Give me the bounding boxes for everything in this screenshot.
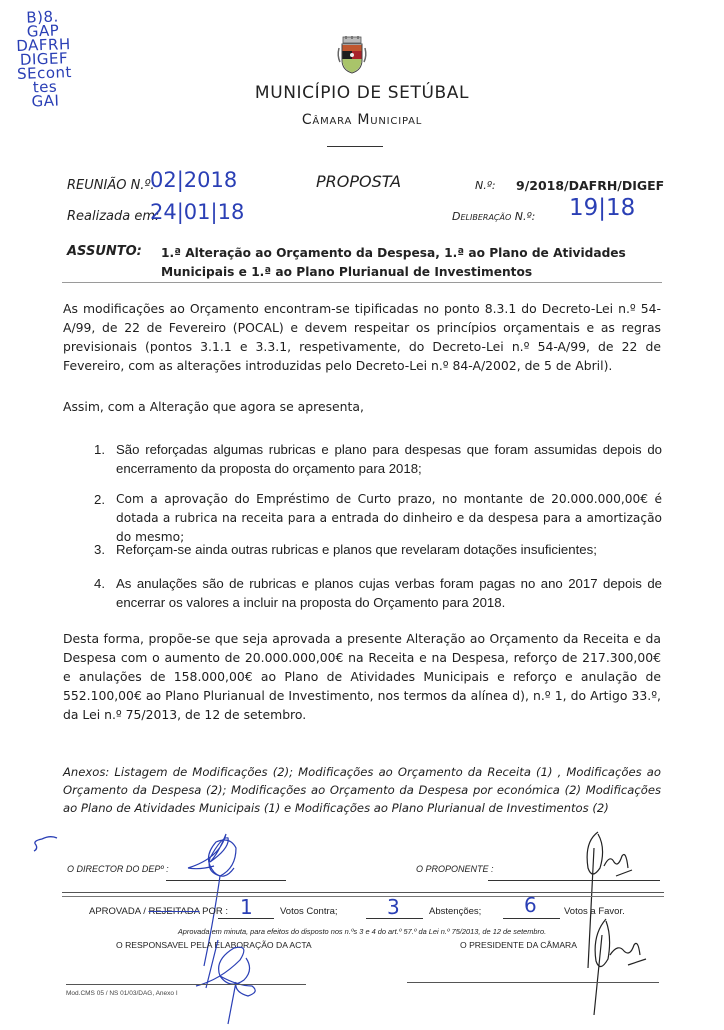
list-item-text: Com a aprovação do Empréstimo de Curto prazo, no montante de 20.000.000,00€ é dotada a rubrica na receita para a entrada do dinheiro e da despesa para a amortização do mesmo;	[116, 492, 662, 544]
reuniao-label: REUNIÃO N.º:	[67, 178, 155, 193]
proposal-number: 9/2018/DAFRH/DIGEF	[516, 178, 665, 193]
votes-against-count: 1	[240, 895, 253, 919]
approved-label: APROVADA /	[89, 906, 149, 917]
approval-status	[89, 906, 228, 917]
routing-line: GAI	[31, 91, 60, 111]
minutes-author-label: O RESPONSAVEL PELA ELABORAÇÃO DA ACTA	[116, 940, 312, 950]
legal-basis-paragraph: As modificações ao Orçamento encontram-se tipificadas no ponto 8.3.1 do Decreto-Lei n.º 54-A/99, de 22 de Fevereiro (POCAL) e devem respeitar os princípios orçamentais e as regras previsionais (pontos 3.1.1 e 3.3.1, respetivamente, do Decreto-Lei n.º 54-A/99, de 22 de Fevereiro, com as alterações introduzidas pelo Decreto-Lei n.º 84-A/2002, de 5 de Abril).	[63, 301, 661, 373]
president-label: O PRESIDENTE DA CÂMARA	[460, 940, 577, 950]
president-signature-line	[407, 982, 659, 983]
handwritten-mark-icon	[30, 835, 60, 855]
reuniao-number: 02|2018	[150, 168, 238, 192]
document-type: PROPOSTA	[316, 172, 402, 191]
list-item-text: São reforçadas algumas rubricas e plano para despesas que foram assumidas depois do encerramento da proposta do orçamento para 2018;	[116, 442, 662, 476]
list-item-number: 4.	[94, 576, 105, 591]
subject-divider	[62, 282, 662, 283]
director-label: O DIRECTOR DO DEPº :	[67, 864, 169, 874]
department-name: Câmara Municipal	[301, 112, 423, 128]
subject-label: ASSUNTO:	[67, 244, 142, 259]
coat-of-arms-icon	[335, 36, 369, 76]
municipality-name: MUNICÍPIO DE SETÚBAL	[254, 83, 470, 103]
routing-line: tes	[32, 77, 58, 97]
header-divider	[327, 146, 383, 147]
votes-for-label: Votos a Favor.	[564, 906, 625, 917]
by-label: POR :	[199, 906, 229, 917]
form-code: Mod.CMS 05 / NS 01/03/DAG, Anexo I	[66, 990, 178, 997]
routing-line: GAP	[26, 21, 60, 41]
list-item-text: Reforçam-se ainda outras rubricas e planos que revelaram dotações insuficientes;	[116, 542, 597, 557]
abstentions-label: Abstenções;	[429, 906, 482, 917]
meeting-date-label: Realizada em:	[67, 209, 160, 224]
votes-against-label: Votos Contra;	[280, 906, 338, 917]
meeting-date: 24|01|18	[150, 200, 245, 224]
rejected-label-struck: REJEITADA	[148, 906, 200, 917]
deliberation-number: 19|18	[569, 195, 636, 221]
proponent-label: O PROPONENTE :	[416, 864, 494, 874]
president-signature-icon	[588, 915, 658, 1025]
intro-paragraph: Assim, com a Alteração que agora se apresenta,	[63, 399, 364, 414]
deliberation-label: Deliberação N.º:	[452, 210, 536, 223]
list-item-number: 2.	[94, 492, 105, 507]
routing-line: DAFRH	[16, 35, 71, 55]
votes-for-line	[503, 918, 560, 919]
routing-line: DIGEF	[19, 49, 69, 69]
proposal-number-label: N.º:	[475, 179, 496, 192]
routing-line: SEcont	[16, 63, 73, 83]
abstentions-count: 3	[387, 895, 400, 919]
votes-for-count: 6	[524, 893, 537, 917]
routing-line: B)8.	[25, 7, 60, 27]
list-item-number: 3.	[94, 542, 105, 557]
minutes-author-signature-icon	[190, 940, 270, 1030]
proposal-paragraph: Desta forma, propõe-se que seja aprovada a presente Alteração ao Orçamento da Receita e da Despesa com o aumento de 20.000.000,00€ na Receita e na Despesa, reforço de 217.300,00€ e anulações de 158.000,00€ ao Plano de Atividades Municipais e reforço e anulação de 552.100,00€ ao Plano Plurianual de Investimento, nos termos da alínea d), n.º 1, do Artigo 33.º, da Lei n.º 75/2013, de 12 de setembro.	[63, 631, 661, 722]
subject-text: 1.ª Alteração ao Orçamento da Despesa, 1.ª ao Plano de Atividades Municipais e 1.ª ao Plano Plurianual de Investimentos	[161, 246, 626, 279]
minute-approval-note: Aprovada em minuta, para efeitos do disposto nos n.ºs 3 e 4 do art.º 57.º da Lei n.º 75/2013, de 12 de setembro.	[177, 927, 547, 936]
minutes-author-signature-line	[66, 984, 306, 985]
annexes-list: Anexos: Listagem de Modificações (2); Modificações ao Orçamento da Receita (1) , Modificações ao Orçamento da Despesa (2); Modificações ao Orçamento da Despesa por económica (2) Modificações ao Plano de Atividades Municipais (1) e Modificações ao Plano Plurianual de Investimentos (2)	[63, 765, 661, 815]
list-item-text: As anulações são de rubricas e planos cujas verbas foram pagas no ano 2017 depois de encerrar os valores a incluir na proposta do Orçamento para 2018.	[116, 576, 662, 610]
list-item-number: 1.	[94, 442, 105, 457]
approval-divider	[62, 892, 664, 897]
